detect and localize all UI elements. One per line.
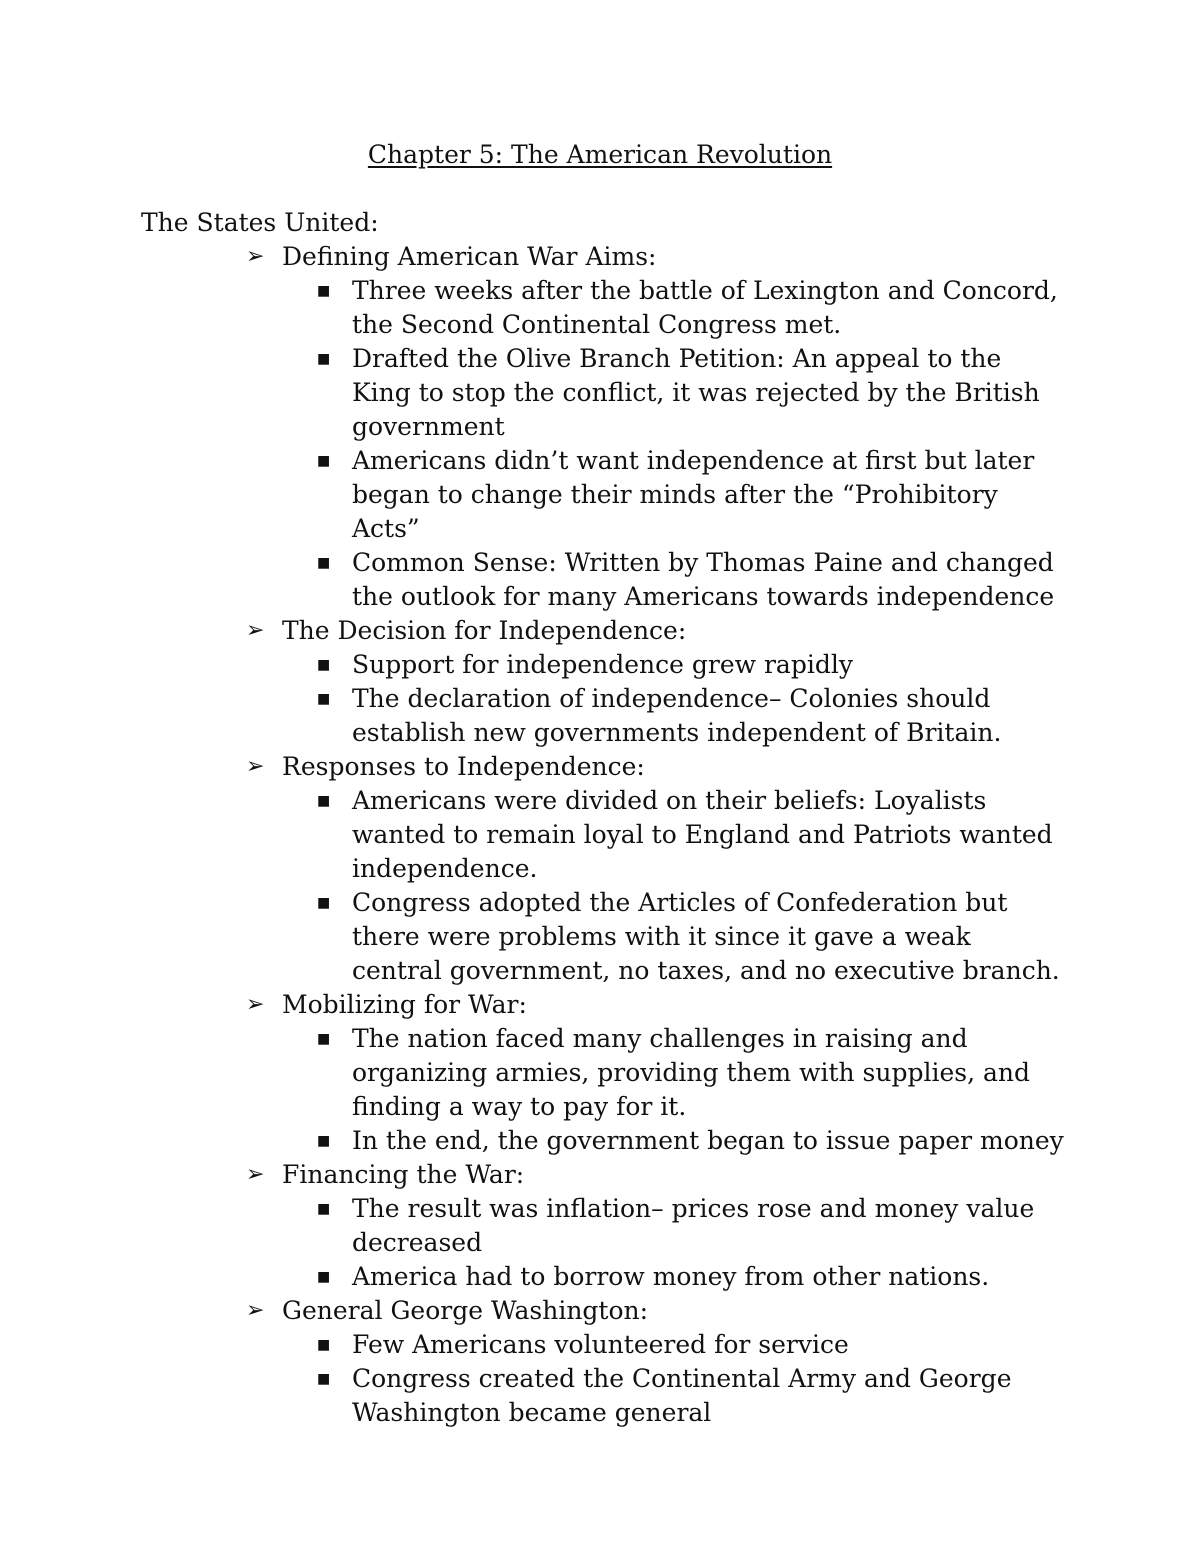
arrow-bullet-icon: ➢ [246,754,265,779]
topic-item [0,614,1200,648]
square-bullet-icon: ■ [317,895,331,911]
square-bullet-icon: ■ [317,283,331,299]
bullet-text: Three weeks after the battle of Lexington and Concord, the Second Continental Congress met. [352,276,1058,339]
bullet-text: Few Americans volunteered for service [352,1330,849,1359]
bullet-item [0,1328,1200,1362]
bullet-text: Congress created the Continental Army and George Washington became general [352,1364,1012,1427]
topic-item [0,988,1200,1022]
topic-label: Defining American War Aims: [282,242,657,271]
square-bullet-icon: ■ [317,1371,331,1387]
square-bullet-icon: ■ [317,555,331,571]
square-bullet-icon: ■ [317,351,331,367]
topic-label: Mobilizing for War: [282,990,527,1019]
section-heading: The States United: [141,208,379,237]
topic-label: The Decision for Independence: [282,616,687,645]
arrow-bullet-icon: ➢ [246,618,265,643]
bullet-text: Americans were divided on their beliefs: Loyalists wanted to remain loyal to England and Patriots wanted independence. [352,786,1053,883]
arrow-bullet-icon: ➢ [246,1162,265,1187]
bullet-item [0,1124,1200,1158]
bullet-text: Americans didn’t want independence at first but later began to change their minds after the “Prohibitory Acts” [352,446,1035,543]
bullet-text: Congress adopted the Articles of Confederation but there were problems with it since it gave a weak central government, no taxes, and no executive branch. [352,888,1060,985]
bullet-text: The declaration of independence– Colonies should establish new governments independent of Britain. [352,684,1002,747]
topic-item [0,750,1200,784]
arrow-bullet-icon: ➢ [246,992,265,1017]
topic-item [0,1294,1200,1328]
square-bullet-icon: ■ [317,793,331,809]
bullet-item [0,1260,1200,1294]
bullet-text: In the end, the government began to issue paper money [352,1126,1064,1155]
bullet-text: Drafted the Olive Branch Petition: An appeal to the King to stop the conflict, it was rejected by the British government [352,344,1040,441]
square-bullet-icon: ■ [317,1201,331,1217]
bullet-item [0,648,1200,682]
bullet-item [0,1362,1200,1430]
bullet-item [0,784,1200,886]
bullet-item [0,274,1200,342]
bullet-item [0,1192,1200,1260]
arrow-bullet-icon: ➢ [246,1298,265,1323]
bullet-item [0,682,1200,750]
bullet-text: Support for independence grew rapidly [352,650,853,679]
square-bullet-icon: ■ [317,453,331,469]
bullet-item [0,886,1200,988]
topic-label: Financing the War: [282,1160,525,1189]
bullet-text: The result was inflation– prices rose and money value decreased [352,1194,1035,1257]
square-bullet-icon: ■ [317,657,331,673]
topic-label: Responses to Independence: [282,752,645,781]
square-bullet-icon: ■ [317,1133,331,1149]
bullet-text: Common Sense: Written by Thomas Paine and changed the outlook for many Americans towards independence [352,548,1055,611]
topic-item [0,240,1200,274]
bullet-item [0,546,1200,614]
bullet-text: America had to borrow money from other nations. [352,1262,990,1291]
arrow-bullet-icon: ➢ [246,244,265,269]
square-bullet-icon: ■ [317,1031,331,1047]
outline-list [0,240,1200,1430]
bullet-item [0,1022,1200,1124]
page-title: Chapter 5: The American Revolution [367,140,833,169]
square-bullet-icon: ■ [317,691,331,707]
bullet-item [0,342,1200,444]
bullet-text: The nation faced many challenges in raising and organizing armies, providing them with supplies, and finding a way to pay for it. [352,1024,1031,1121]
topic-label: General George Washington: [282,1296,649,1325]
topic-item [0,1158,1200,1192]
square-bullet-icon: ■ [317,1269,331,1285]
bullet-item [0,444,1200,546]
square-bullet-icon: ■ [317,1337,331,1353]
